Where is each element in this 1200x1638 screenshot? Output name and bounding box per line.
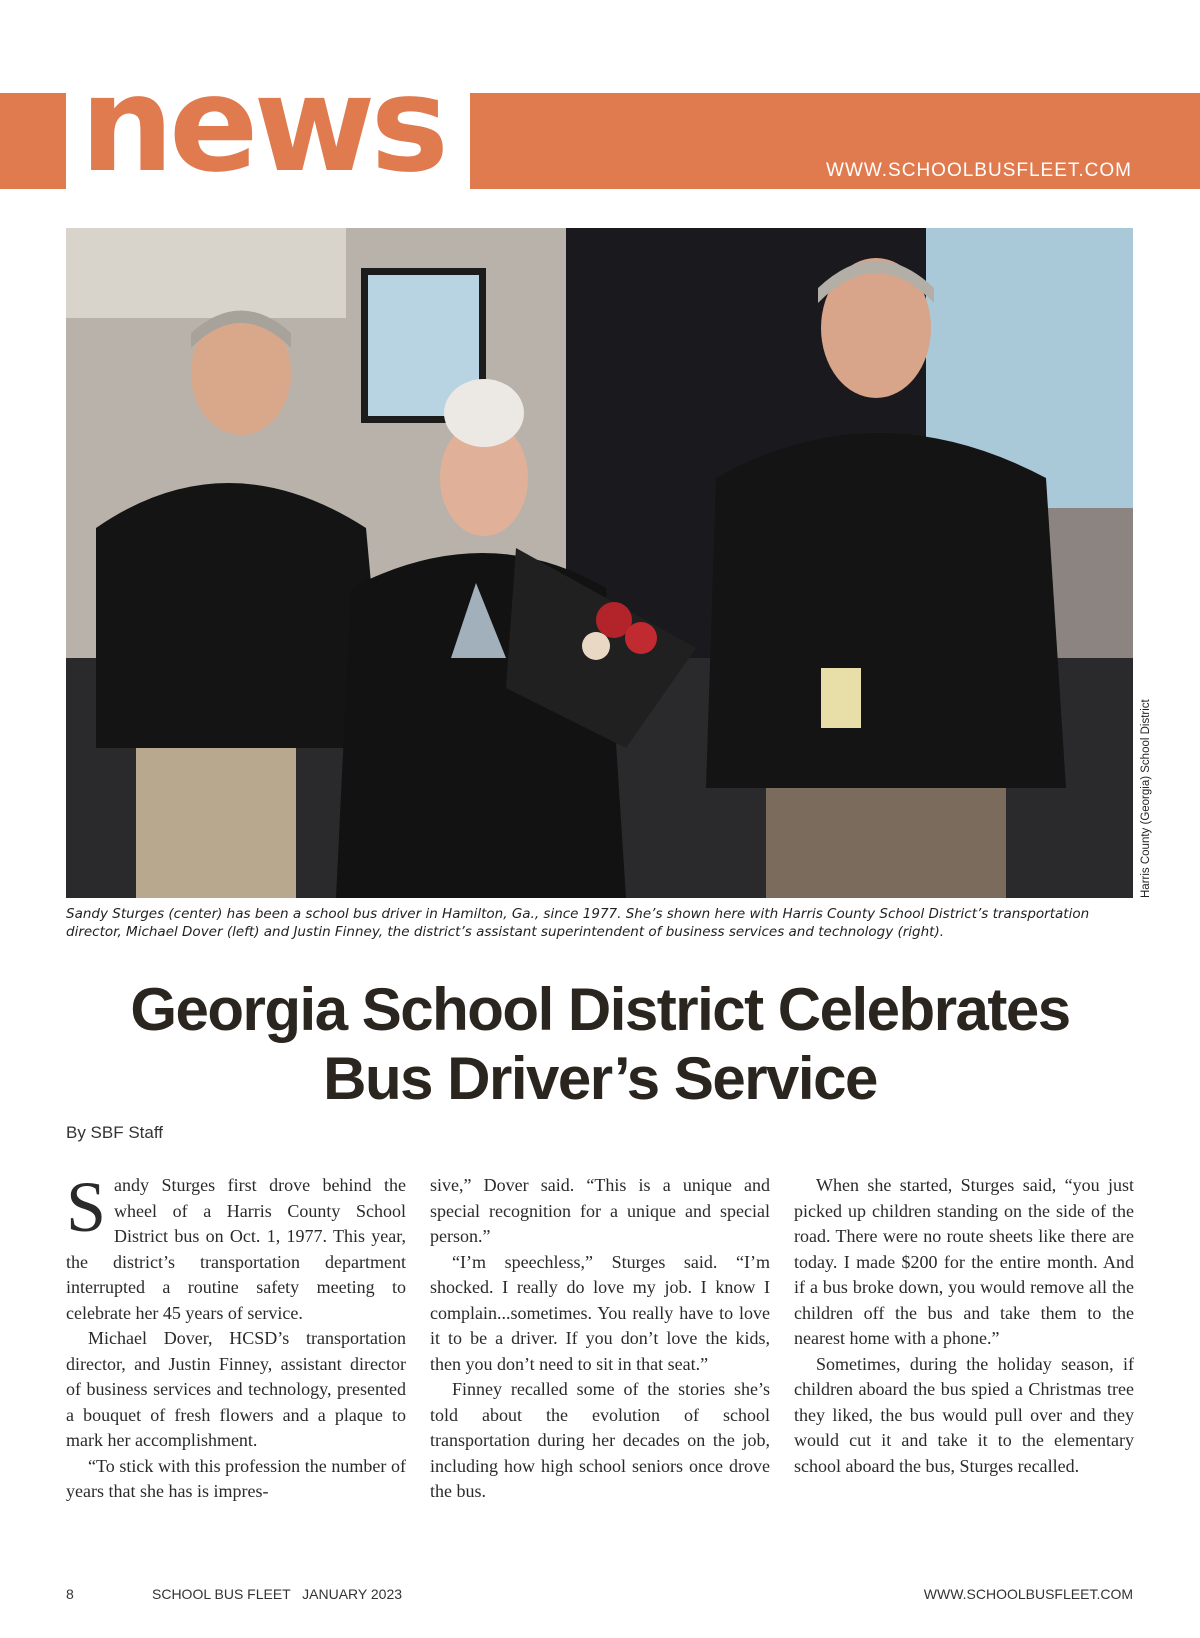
paragraph: When she started, Sturges said, “you just picked up children standing on the side of the road. There were no route sheets like there are today. I made $200 for the entire month. And if a bus broke down, you would remove all the children off the bus and take them to the nearest home with a phone.” bbox=[794, 1175, 1134, 1348]
paragraph: “To stick with this profession the number of years that she has is impres- bbox=[66, 1455, 406, 1501]
article-column-2 bbox=[430, 1173, 770, 1505]
paragraph: Sometimes, during the holiday season, if children aboard the bus spied a Christmas tree they liked, the bus would pull over and they would cut it and take it to the elementary school aboard the bus, Sturges recalled. bbox=[794, 1353, 1134, 1476]
publication-info: SCHOOL BUS FLEET JANUARY 2023 bbox=[152, 1586, 403, 1602]
article-column-3 bbox=[794, 1173, 1134, 1479]
paragraph: Michael Dover, HCSD’s transportation director, and Justin Finney, assistant director of business services and technology, presented a bouquet of fresh flowers and a plaque to mark her accomplishment. bbox=[66, 1328, 406, 1450]
paragraph: sive,” Dover said. “This is a unique and special recognition for a unique and special person.” bbox=[430, 1175, 770, 1246]
paragraph-text: andy Sturges first drove behind the wheel of a Harris County School District bus on Oct. 1, 1977. This year, the district’s transportation department interrupted a routine safety meeting to celebrate her 45 years of service. bbox=[66, 1175, 406, 1323]
article-headline bbox=[40, 975, 1160, 1113]
article-column-1 bbox=[66, 1167, 406, 1505]
header-url: WWW.SCHOOLBUSFLEET.COM bbox=[826, 160, 1132, 181]
drop-cap: S bbox=[66, 1167, 107, 1247]
paragraph bbox=[66, 1167, 406, 1326]
article-photo bbox=[66, 228, 1133, 898]
footer-url: WWW.SCHOOLBUSFLEET.COM bbox=[923, 1586, 1133, 1602]
page-number: 8 bbox=[66, 1586, 74, 1602]
paragraph: “I’m speechless,” Sturges said. “I’m shocked. I really do love my job. I know I complain...sometimes. You really have to love it to be a driver. If you don’t love the kids, then you don’t need to sit in that seat.” bbox=[430, 1251, 770, 1374]
photo-illustration bbox=[66, 228, 1133, 898]
photo-caption: Sandy Sturges (center) has been a school bus driver in Hamilton, Ga., since 1977. She’s shown here with Harris County School District’s transportation director, Michael Dover (left) and Justin Finney, the district’s assistant superintendent of business services and technology (right). bbox=[66, 906, 1090, 940]
section-masthead: news bbox=[80, 48, 445, 202]
headline-line-1: Georgia School District Celebrates bbox=[130, 976, 1070, 1043]
header-band-left bbox=[0, 93, 66, 189]
photo-credit: Harris County (Georgia) School District bbox=[1140, 699, 1152, 898]
headline-line-2: Bus Driver’s Service bbox=[323, 1045, 877, 1112]
byline: By SBF Staff bbox=[66, 1123, 164, 1142]
paragraph: Finney recalled some of the stories she’s told about the evolution of school transportation during her decades on the job, including how high school seniors once drove the bus. bbox=[430, 1379, 770, 1501]
